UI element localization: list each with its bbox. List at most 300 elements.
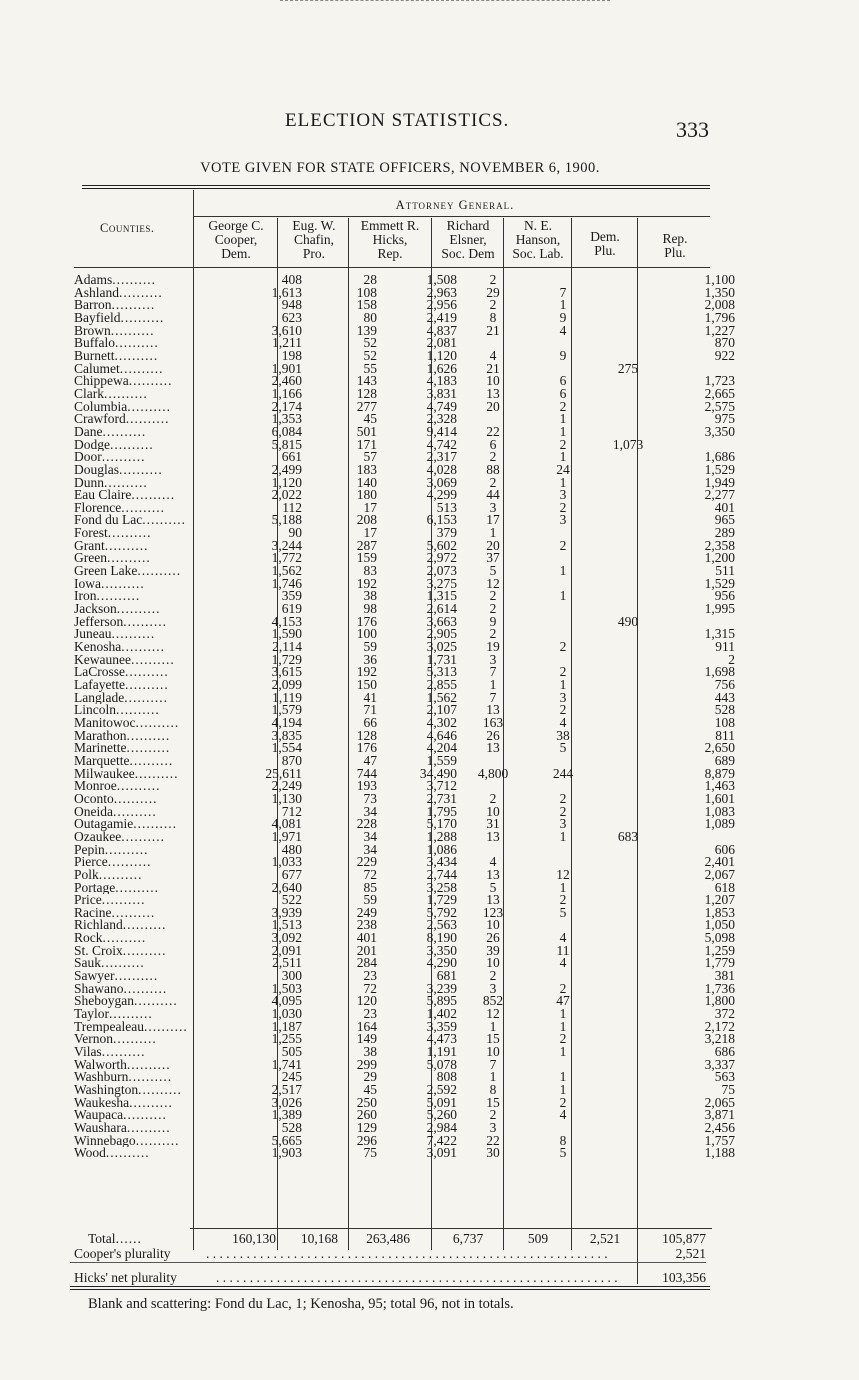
vote-cell: 229 bbox=[356, 856, 377, 869]
vote-cell: 1,389 bbox=[271, 1109, 302, 1122]
vote-cell: 2,972 bbox=[426, 552, 457, 566]
table-row bbox=[74, 957, 735, 970]
vote-cell bbox=[597, 451, 659, 464]
vote-cell: 171 bbox=[356, 438, 377, 452]
table-row bbox=[74, 1084, 735, 1097]
group-rule bbox=[194, 216, 710, 217]
vote-cell: 2,956 bbox=[426, 299, 457, 312]
table-row bbox=[74, 945, 735, 958]
vote-cell: 1,757 bbox=[704, 1134, 735, 1148]
col-header-line: Soc. Dem bbox=[441, 246, 495, 261]
table-row bbox=[74, 730, 735, 743]
vote-cell: 1,463 bbox=[704, 780, 735, 793]
vote-cell: 1,402 bbox=[426, 1008, 457, 1021]
vote-cell: 249 bbox=[356, 906, 377, 920]
county-name: Marinette.......... bbox=[74, 742, 171, 755]
plurality-rule bbox=[70, 1262, 706, 1263]
vote-cell: 4,742 bbox=[426, 438, 457, 452]
vote-cell bbox=[597, 793, 659, 806]
vote-cell: 1 bbox=[489, 527, 497, 540]
vote-cell bbox=[529, 274, 597, 287]
col-header-line: N. E. bbox=[523, 218, 553, 233]
vote-cell: 2,401 bbox=[704, 856, 735, 869]
vote-cell: 45 bbox=[363, 1084, 377, 1097]
vote-cell bbox=[659, 616, 735, 629]
vote-cell: 1,187 bbox=[271, 1020, 302, 1034]
vote-cell: 3,350 bbox=[704, 425, 735, 439]
table-row bbox=[74, 325, 735, 338]
table-row bbox=[74, 780, 735, 793]
vote-cell: 975 bbox=[714, 413, 735, 426]
vote-cell: 1,562 bbox=[271, 565, 302, 578]
table-row bbox=[74, 287, 735, 300]
vote-cell bbox=[597, 1059, 659, 1072]
county-name: Douglas.......... bbox=[74, 463, 163, 477]
vote-cell: 522 bbox=[281, 894, 302, 907]
table-row bbox=[74, 590, 735, 603]
vote-cell bbox=[529, 856, 597, 869]
table-subtitle: VOTE GIVEN FOR STATE OFFICERS, NOVEMBER 6, 1900. bbox=[200, 160, 600, 176]
vote-cell: 372 bbox=[714, 1008, 735, 1021]
vote-cell bbox=[529, 1122, 597, 1135]
vote-cell: 250 bbox=[356, 1096, 377, 1110]
vote-cell: 24 bbox=[556, 463, 570, 477]
vote-cell: 2,172 bbox=[704, 1020, 735, 1034]
vote-cell: 1,073 bbox=[612, 438, 644, 452]
vote-cell: 3,337 bbox=[704, 1058, 735, 1072]
vote-cell: 4 bbox=[559, 1109, 567, 1122]
county-name: Walworth.......... bbox=[74, 1058, 171, 1072]
vote-cell bbox=[597, 1122, 659, 1135]
vote-cell: 3,939 bbox=[271, 906, 302, 920]
table-row bbox=[74, 274, 735, 287]
col-header-line: Dem. bbox=[590, 229, 620, 244]
vote-cell: 3,244 bbox=[271, 539, 302, 553]
vote-cell: 5 bbox=[489, 881, 497, 895]
vote-cell: 1 bbox=[559, 425, 567, 439]
vote-cell: 528 bbox=[281, 1121, 302, 1135]
table-row bbox=[74, 806, 735, 819]
vote-cell: 5 bbox=[559, 906, 567, 920]
table-row bbox=[74, 1147, 735, 1160]
col-header-line: Emmett R. bbox=[360, 218, 420, 233]
vote-cell: 71 bbox=[363, 704, 377, 717]
county-name: Jackson.......... bbox=[74, 603, 161, 616]
table-row bbox=[74, 907, 735, 920]
vote-cell: 8 bbox=[489, 311, 497, 325]
vote-cell: 75 bbox=[363, 1147, 377, 1160]
table-row bbox=[74, 363, 735, 376]
vote-cell: 4,028 bbox=[426, 463, 457, 477]
table-row bbox=[74, 1097, 735, 1110]
county-name: Crawford.......... bbox=[74, 413, 170, 426]
vote-cell: 922 bbox=[714, 349, 735, 363]
table-row bbox=[74, 1109, 735, 1122]
vote-cell: 10 bbox=[486, 1046, 500, 1059]
vote-cell: 2 bbox=[489, 1109, 497, 1122]
county-name: Monroe.......... bbox=[74, 780, 161, 793]
vote-cell: 1,562 bbox=[426, 691, 457, 705]
vote-cell: 3,434 bbox=[426, 856, 457, 869]
county-name: Vilas.......... bbox=[74, 1046, 146, 1059]
county-name: Door.......... bbox=[74, 451, 146, 464]
vote-cell: 3,239 bbox=[426, 982, 457, 996]
vote-cell: 6 bbox=[489, 438, 497, 452]
vote-cell: 528 bbox=[714, 704, 735, 717]
vote-cell: 2 bbox=[559, 400, 567, 414]
county-name: Green Lake.......... bbox=[74, 565, 182, 578]
vote-cell: 1 bbox=[489, 679, 497, 692]
county-name: Marquette.......... bbox=[74, 754, 174, 768]
vote-cell: 683 bbox=[617, 830, 639, 844]
vote-cell bbox=[529, 527, 597, 540]
table-row bbox=[74, 299, 735, 312]
table-row bbox=[74, 654, 735, 667]
vote-cell: 681 bbox=[436, 970, 457, 983]
vote-cell: 1,119 bbox=[272, 691, 302, 705]
table-row bbox=[74, 477, 735, 490]
vote-cell: 164 bbox=[356, 1020, 377, 1034]
vote-cell: 811 bbox=[715, 729, 735, 743]
vote-cell bbox=[597, 413, 659, 426]
col-header-line: Dem. bbox=[221, 246, 251, 261]
vote-cell: 3,871 bbox=[704, 1109, 735, 1122]
vote-cell: 5,895 bbox=[426, 995, 457, 1009]
vote-cell: 1,729 bbox=[271, 653, 302, 667]
vote-cell: 756 bbox=[714, 679, 735, 692]
vote-cell bbox=[659, 831, 735, 844]
county-name: Juneau.......... bbox=[74, 628, 156, 642]
table-row bbox=[74, 578, 735, 591]
table-row bbox=[74, 666, 735, 679]
vote-cell: 1,030 bbox=[271, 1008, 302, 1021]
vote-cell bbox=[597, 565, 659, 578]
vote-cell bbox=[597, 274, 659, 287]
vote-cell: 4 bbox=[489, 349, 497, 363]
vote-cell: 4,153 bbox=[271, 615, 302, 629]
vote-cell bbox=[597, 882, 659, 895]
table-row bbox=[74, 717, 735, 730]
vote-cell bbox=[597, 578, 659, 591]
table-row bbox=[74, 894, 735, 907]
vote-cell: 1,211 bbox=[272, 337, 302, 350]
county-name: Waupaca.......... bbox=[74, 1109, 167, 1122]
county-name: Eau Claire.......... bbox=[74, 489, 176, 502]
vote-cell: 1,949 bbox=[704, 476, 735, 490]
vote-cell bbox=[597, 426, 659, 439]
vote-cell: 140 bbox=[356, 476, 377, 490]
vote-cell: 3,092 bbox=[271, 932, 302, 945]
table-row bbox=[74, 844, 735, 857]
vote-cell: 1 bbox=[559, 679, 567, 692]
table-row bbox=[74, 1033, 735, 1046]
vote-cell: 948 bbox=[281, 299, 302, 312]
vote-cell bbox=[597, 1046, 659, 1059]
vote-cell: 1 bbox=[559, 565, 567, 578]
vote-cell: 623 bbox=[281, 311, 302, 325]
vote-cell: 158 bbox=[356, 299, 377, 312]
vote-cell: 2,855 bbox=[426, 679, 457, 692]
vote-cell bbox=[597, 654, 659, 667]
table-row bbox=[74, 919, 735, 932]
county-name: Richland.......... bbox=[74, 919, 167, 933]
vote-cell bbox=[597, 1135, 659, 1148]
county-name: Oneida.......... bbox=[74, 805, 157, 819]
vote-cell: 34 bbox=[363, 805, 377, 819]
vote-cell: 2,073 bbox=[426, 565, 457, 578]
vote-cell bbox=[597, 1097, 659, 1110]
vote-cell: 2,575 bbox=[704, 400, 735, 414]
vote-cell: 381 bbox=[714, 970, 735, 983]
vote-cell: 8,190 bbox=[426, 932, 457, 945]
col-header-line: Plu. bbox=[664, 245, 686, 260]
vote-cell: 619 bbox=[281, 603, 302, 616]
vote-cell: 5,792 bbox=[426, 906, 457, 920]
vote-cell: 150 bbox=[356, 679, 377, 692]
vote-cell: 2,328 bbox=[426, 413, 457, 426]
vote-cell: 143 bbox=[356, 375, 377, 388]
vote-cell: 2,640 bbox=[271, 881, 302, 895]
vote-cell: 3,026 bbox=[271, 1096, 302, 1110]
county-name: Rock.......... bbox=[74, 932, 147, 945]
col-header-line: Plu. bbox=[594, 243, 616, 258]
county-name: Pierce.......... bbox=[74, 856, 152, 869]
table-row bbox=[74, 1046, 735, 1059]
vote-cell bbox=[597, 287, 659, 300]
vote-cell bbox=[597, 1084, 659, 1097]
vote-cell bbox=[529, 1059, 597, 1072]
table-row bbox=[74, 882, 735, 895]
vote-cell: 192 bbox=[356, 666, 377, 679]
county-name: Washington.......... bbox=[74, 1084, 182, 1097]
vote-cell bbox=[597, 717, 659, 730]
vote-cell: 870 bbox=[281, 754, 302, 768]
vote-cell: 31 bbox=[486, 818, 500, 831]
vote-cell: 163 bbox=[482, 716, 504, 730]
vote-cell: 480 bbox=[281, 843, 302, 857]
vote-cell bbox=[597, 755, 659, 768]
vote-cell: 108 bbox=[714, 716, 735, 730]
top-decoration bbox=[280, 0, 610, 1]
vote-cell bbox=[529, 578, 597, 591]
vote-cell: 2,099 bbox=[271, 679, 302, 692]
vote-cell: 5 bbox=[559, 742, 567, 755]
county-name: Iron.......... bbox=[74, 590, 141, 604]
vote-cell bbox=[529, 628, 597, 641]
vote-cell bbox=[597, 628, 659, 641]
vote-cell: 128 bbox=[356, 387, 377, 401]
vote-cell: 505 bbox=[281, 1046, 302, 1059]
vote-cell: 23 bbox=[363, 970, 377, 983]
vote-cell: 4,302 bbox=[426, 716, 457, 730]
vote-cell bbox=[597, 780, 659, 793]
table-row bbox=[74, 755, 735, 768]
table-row bbox=[74, 1021, 735, 1034]
vote-cell: 1,686 bbox=[704, 451, 735, 464]
vote-cell: 3,350 bbox=[426, 944, 457, 958]
vote-cell: 75 bbox=[721, 1084, 735, 1097]
vote-cell: 7,422 bbox=[426, 1134, 457, 1148]
vote-cell: 2,358 bbox=[704, 539, 735, 553]
vote-cell: 1 bbox=[559, 413, 567, 426]
vote-cell: 4,290 bbox=[426, 957, 457, 971]
vote-cell: 1,200 bbox=[704, 552, 735, 566]
vote-cell: 1,315 bbox=[704, 628, 735, 642]
vote-cell: 1,746 bbox=[271, 577, 302, 591]
vote-cell bbox=[597, 768, 659, 781]
vote-cell bbox=[597, 299, 659, 312]
table-row bbox=[74, 527, 735, 540]
vote-cell: 443 bbox=[714, 691, 735, 705]
vote-cell bbox=[597, 856, 659, 869]
vote-cell: 13 bbox=[486, 830, 500, 844]
vote-cell: 5,170 bbox=[426, 818, 457, 831]
vote-cell: 55 bbox=[363, 362, 377, 376]
vote-cell bbox=[597, 514, 659, 527]
vote-cell: 198 bbox=[281, 349, 302, 363]
vote-cell: 4,194 bbox=[271, 716, 302, 730]
county-name: Marathon.......... bbox=[74, 729, 171, 743]
vote-cell: 11 bbox=[556, 944, 570, 958]
vote-cell: 10 bbox=[486, 375, 500, 388]
county-name: Forest.......... bbox=[74, 527, 152, 540]
vote-cell bbox=[597, 375, 659, 388]
vote-cell bbox=[529, 337, 597, 350]
vote-cell: 3,615 bbox=[271, 666, 302, 679]
vote-cell: 289 bbox=[714, 527, 735, 540]
bottom-double-rule bbox=[70, 1286, 710, 1290]
vote-cell bbox=[457, 755, 529, 768]
vote-cell: 1 bbox=[559, 830, 567, 844]
county-name: Taylor.......... bbox=[74, 1008, 153, 1021]
vote-cell: 1 bbox=[559, 1071, 567, 1084]
vote-cell: 4,749 bbox=[426, 400, 457, 414]
vote-cell: 1,315 bbox=[426, 590, 457, 604]
vote-cell bbox=[597, 527, 659, 540]
vote-cell: 511 bbox=[715, 565, 735, 578]
vote-cell: 401 bbox=[714, 501, 735, 515]
county-name: Buffalo.......... bbox=[74, 337, 159, 350]
vote-cell: 359 bbox=[281, 590, 302, 604]
vote-cell: 2 bbox=[559, 666, 567, 679]
vote-cell: 4,204 bbox=[426, 742, 457, 755]
county-name: Dane.......... bbox=[74, 425, 147, 439]
table-row bbox=[74, 869, 735, 882]
vote-cell: 3 bbox=[559, 514, 567, 528]
vote-cell: 2,731 bbox=[426, 792, 457, 806]
vote-cell bbox=[659, 363, 735, 376]
vote-cell: 1,796 bbox=[704, 311, 735, 325]
vote-cell: 3,025 bbox=[426, 641, 457, 654]
leader-dots: . . . . . . . . . . . . . . . . . . . . . . . . . . . . . . . . . . . . . . . . . . . . . . . . . . . . . . . . . . . . bbox=[216, 1270, 618, 1285]
vote-cell: 2 bbox=[489, 628, 497, 642]
vote-cell: 2,008 bbox=[704, 299, 735, 312]
vote-cell: 1,130 bbox=[271, 792, 302, 806]
vote-cell: 52 bbox=[363, 337, 377, 350]
county-name: Vernon.......... bbox=[74, 1033, 157, 1047]
vote-cell: 38 bbox=[556, 729, 570, 743]
vote-cell: 38 bbox=[363, 590, 377, 604]
vote-cell: 852 bbox=[482, 995, 504, 1009]
vote-cell: 2 bbox=[559, 438, 567, 452]
counties-header: Counties. bbox=[100, 221, 155, 235]
vote-cell: 1,259 bbox=[704, 944, 735, 958]
vote-cell: 2,419 bbox=[426, 311, 457, 325]
vote-cell: 139 bbox=[356, 324, 377, 338]
table-row bbox=[74, 514, 735, 527]
vote-cell: 201 bbox=[356, 944, 377, 958]
table-row bbox=[74, 1059, 735, 1072]
table-row bbox=[74, 451, 735, 464]
vote-cell bbox=[597, 540, 659, 553]
table-row bbox=[74, 489, 735, 502]
vote-cell: 2 bbox=[559, 704, 567, 717]
total-hicks: 263,486 bbox=[366, 1231, 410, 1246]
vote-cell bbox=[529, 363, 597, 376]
county-name: Winnebago.......... bbox=[74, 1134, 180, 1148]
county-name: Chippewa.......... bbox=[74, 375, 173, 388]
vote-cell: 2,744 bbox=[426, 868, 457, 882]
vote-cell bbox=[597, 603, 659, 616]
vote-cell bbox=[529, 755, 597, 768]
vote-cell: 6 bbox=[559, 375, 567, 388]
vote-cell: 3,275 bbox=[426, 577, 457, 591]
vote-cell: 9 bbox=[559, 349, 567, 363]
vote-cell: 870 bbox=[714, 337, 735, 350]
table-row bbox=[74, 413, 735, 426]
vote-cell: 1,579 bbox=[271, 704, 302, 717]
table-row bbox=[74, 818, 735, 831]
vote-cell: 19 bbox=[486, 641, 500, 654]
vote-cell bbox=[529, 919, 597, 932]
vote-cell: 1 bbox=[559, 299, 567, 312]
table-row bbox=[74, 375, 735, 388]
vote-cell bbox=[597, 983, 659, 996]
vote-cell: 244 bbox=[552, 767, 574, 781]
col-header-line: Cooper, bbox=[214, 232, 258, 247]
vote-cell: 12 bbox=[486, 1008, 500, 1021]
county-name: Portage.......... bbox=[74, 881, 159, 895]
vote-cell: 3 bbox=[489, 1121, 497, 1135]
vote-cell bbox=[529, 603, 597, 616]
vote-cell: 1,590 bbox=[271, 628, 302, 642]
county-name: Brown.......... bbox=[74, 324, 155, 338]
hicks-plurality-label: Hicks' net plurality bbox=[74, 1270, 177, 1285]
vote-cell: 661 bbox=[281, 451, 302, 464]
vote-cell: 34 bbox=[363, 843, 377, 857]
col-header-line: Rep. bbox=[662, 231, 688, 246]
vote-cell: 1 bbox=[559, 881, 567, 895]
vote-cell: 1 bbox=[559, 476, 567, 490]
vote-cell: 275 bbox=[617, 362, 639, 376]
vote-cell: 1 bbox=[559, 1084, 567, 1097]
vote-cell: 2 bbox=[559, 792, 567, 806]
vote-cell: 1,050 bbox=[704, 919, 735, 933]
vote-cell: 1,731 bbox=[426, 653, 457, 667]
vote-cell: 26 bbox=[486, 729, 500, 743]
total-dem-plu: 2,521 bbox=[589, 1231, 621, 1246]
vote-cell: 911 bbox=[715, 641, 735, 654]
vote-cell bbox=[597, 818, 659, 831]
vote-cell bbox=[457, 844, 529, 857]
vote-cell: 1,903 bbox=[271, 1147, 302, 1160]
vote-cell: 2,456 bbox=[704, 1121, 735, 1135]
vote-cell: 1,626 bbox=[426, 362, 457, 376]
county-name: Fond du Lac.......... bbox=[74, 514, 186, 528]
vote-cell: 2,650 bbox=[704, 742, 735, 755]
vote-cell: 1,503 bbox=[271, 982, 302, 996]
vote-cell: 296 bbox=[356, 1134, 377, 1148]
